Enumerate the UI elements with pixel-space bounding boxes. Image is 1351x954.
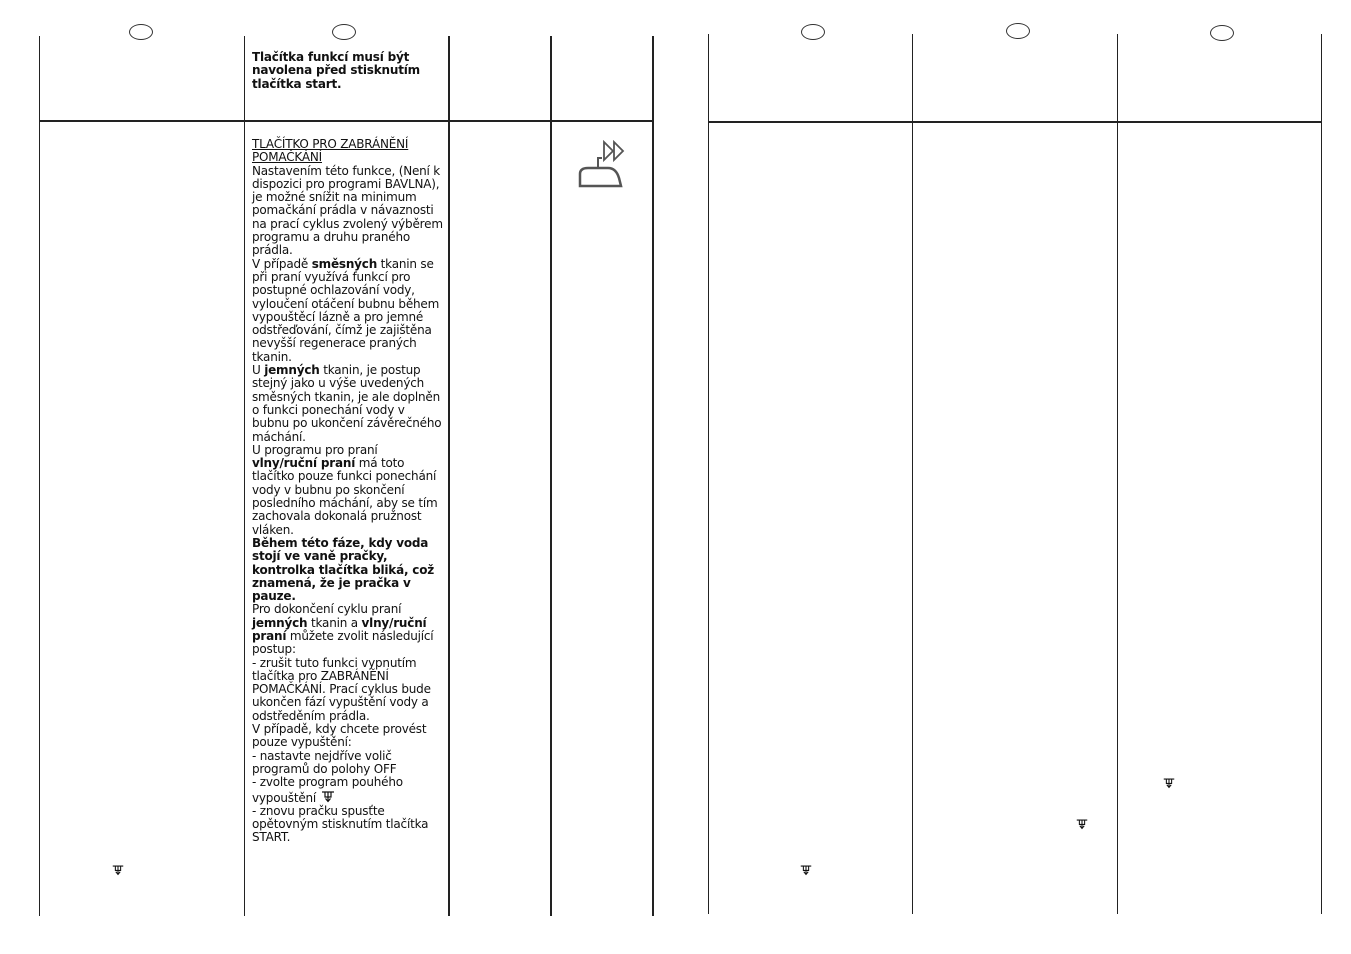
paragraph: U programu pro praní vlny/ruční praní má toto tlačítko pouze funkci ponechání vody v bubnu po skončení posledního máchání, aby se tím zachovala dokonalá pružnost vláken.: [252, 442, 438, 537]
paragraph: V případě směsných tkanin se při praní využívá funkcí pro postupné ochlazování vody, vyloučení otáčení bubnu během vypouštěcí lázně a pro jemné odstřeďování, čímž je zajištěna nevyšší regenerace praných tkanin.: [252, 256, 440, 364]
section-heading: TLAČÍTKO PRO ZABRÁNĚNÍ POMAČKÁNÍ: [252, 137, 409, 165]
column-divider: [1321, 34, 1322, 914]
column-divider: [448, 36, 450, 916]
drain-icon: [799, 863, 813, 877]
column-divider: [1117, 34, 1118, 914]
drain-icon: [320, 790, 336, 803]
drain-icon: [1075, 817, 1089, 831]
language-marker-icon: [129, 24, 153, 40]
column-divider: [550, 36, 552, 916]
column-divider: [708, 34, 709, 914]
language-marker-icon: [1210, 25, 1234, 41]
paragraph: - znovu pračku spusťte opětovným stisknutím tlačítka START.: [252, 803, 429, 845]
row-divider: [40, 120, 653, 122]
paragraph: - zvolte program pouhého vypouštění: [252, 775, 403, 805]
paragraph: Během této fáze, kdy voda stojí ve vaně pračky, kontrolka tlačítka bliká, což znamená, že je pračka v pauze.: [252, 535, 435, 604]
column-divider: [652, 36, 654, 916]
column-divider: [39, 36, 40, 916]
drain-icon: [111, 863, 125, 877]
paragraph: - zrušit tuto funkci vypnutím tlačítka pro ZABRÁNĚNÍ POMAČKÁNÍ. Prací cyklus bude ukončen fází vypuštění vody a odstředěním prádla.: [252, 655, 431, 723]
paragraph: - nastavte nejdříve volič programů do polohy OFF: [252, 748, 397, 776]
column-divider: [244, 36, 245, 916]
iron-anti-crease-icon: [576, 140, 628, 190]
language-marker-icon: [332, 24, 356, 40]
drain-icon: [1162, 776, 1176, 790]
language-marker-icon: [1006, 23, 1030, 39]
notice-text: [252, 51, 444, 91]
row-divider: [709, 121, 1322, 123]
paragraph: U jemných tkanin, je postup stejný jako u výše uvedených směsných tkanin, je ale doplněn o funkci ponechání vody v bubnu po ukončení závěrečného máchání.: [252, 363, 442, 444]
language-marker-icon: [801, 24, 825, 40]
column-divider: [912, 34, 913, 914]
paragraph: V případě, kdy chcete provést pouze vypuštění:: [252, 722, 427, 750]
notice-paragraph: Tlačítka funkcí musí být navolena před stisknutím tlačítka start.: [252, 50, 420, 91]
anti-crease-section: [252, 138, 444, 845]
paragraph: Nastavením této funkce, (Není k dispozici pro programi BAVLNA), je možné snížit na minimum pomačkání prádla v návaznosti na prací cyklus zvolený výběrem programu a druhu praného prádla.: [252, 163, 443, 258]
paragraph: Pro dokončení cyklu praní jemných tkanin a vlny/ruční praní můžete zvolit následující postup:: [252, 602, 434, 657]
